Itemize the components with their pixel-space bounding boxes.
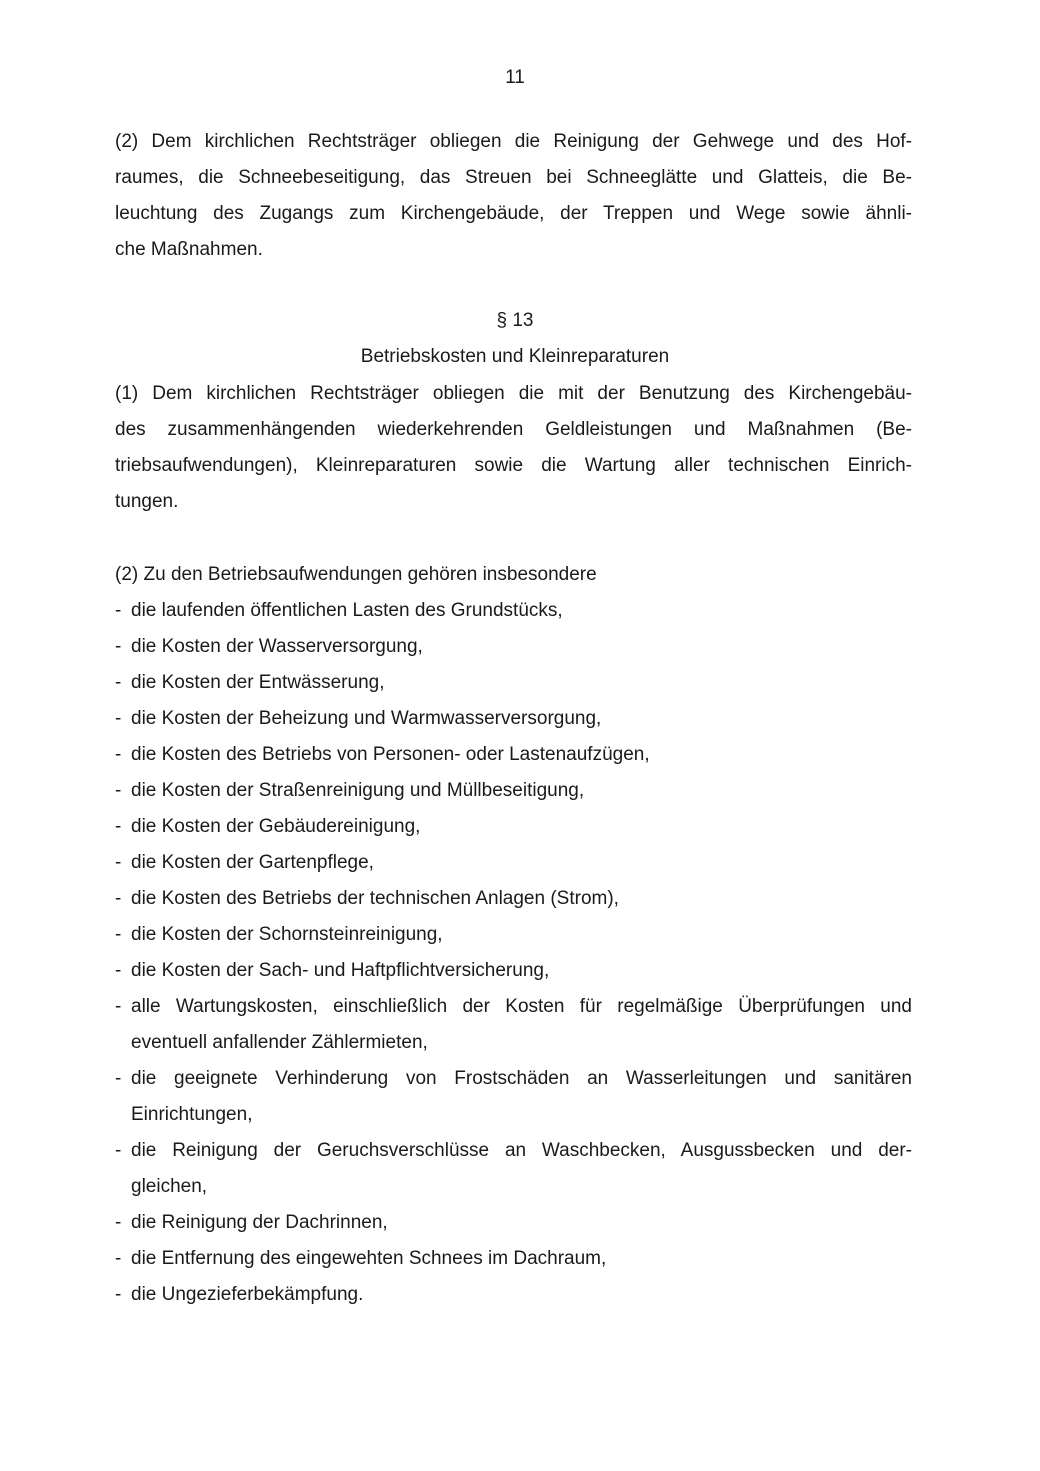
list-item-text bbox=[131, 1061, 912, 1133]
list-item-line: die Reinigung der Dachrinnen, bbox=[131, 1212, 388, 1233]
list-item-text bbox=[131, 809, 912, 845]
paragraph-13-2-intro bbox=[115, 557, 912, 593]
list-dash: - bbox=[115, 780, 122, 801]
list-item-text bbox=[131, 773, 912, 809]
paragraph-line: triebsaufwendungen), Kleinreparaturen sowie die Wartung aller technischen Einrich- bbox=[115, 455, 912, 476]
list-item-text bbox=[131, 989, 912, 1061]
list-item bbox=[115, 1061, 912, 1133]
list-item-text bbox=[131, 665, 912, 701]
list-item-text bbox=[131, 593, 912, 629]
list-dash: - bbox=[115, 1284, 122, 1305]
list-item-line: die Ungezieferbekämpfung. bbox=[131, 1284, 364, 1305]
list-dash: - bbox=[115, 996, 122, 1017]
list-item-text bbox=[131, 737, 912, 773]
list-item-line: die Entfernung des eingewehten Schnees im Dachraum, bbox=[131, 1248, 607, 1269]
list-item-text bbox=[131, 1241, 912, 1277]
list-item-line: die Kosten der Entwässerung, bbox=[131, 672, 385, 693]
list-item bbox=[115, 737, 912, 773]
list-dash: - bbox=[115, 1248, 122, 1269]
list-dash: - bbox=[115, 888, 122, 909]
list-item bbox=[115, 773, 912, 809]
list-item bbox=[115, 701, 912, 737]
list-item-line: die Kosten der Straßenreinigung und Müllbeseitigung, bbox=[131, 780, 585, 801]
paragraph-13-1 bbox=[115, 376, 912, 520]
paragraph-line: tungen. bbox=[115, 491, 179, 512]
list-dash: - bbox=[115, 924, 122, 945]
list-dash: - bbox=[115, 708, 122, 729]
paragraph-line: (1) Dem kirchlichen Rechtsträger obliegen die mit der Benutzung des Kirchengebäu- bbox=[115, 383, 912, 404]
list-item-line: die Kosten der Gebäudereinigung, bbox=[131, 816, 421, 837]
list-dash: - bbox=[115, 960, 122, 981]
list-dash: - bbox=[115, 816, 122, 837]
list-item-line: die Kosten der Sach- und Haftpflichtversicherung, bbox=[131, 960, 550, 981]
list-item bbox=[115, 917, 912, 953]
list-item-text bbox=[131, 845, 912, 881]
paragraph-line: che Maßnahmen. bbox=[115, 239, 263, 260]
list-dash: - bbox=[115, 600, 122, 621]
list-dash: - bbox=[115, 1068, 122, 1089]
list-item-line: die Kosten der Gartenpflege, bbox=[131, 852, 374, 873]
list-item-text bbox=[131, 917, 912, 953]
list-item-text bbox=[131, 881, 912, 917]
section-number: § 13 bbox=[496, 310, 534, 331]
list-dash: - bbox=[115, 636, 122, 657]
list-item-line: gleichen, bbox=[131, 1176, 208, 1197]
list-dash: - bbox=[115, 852, 122, 873]
paragraph-line: raumes, die Schneebeseitigung, das Streuen bei Schneeglätte und Glatteis, die Be- bbox=[115, 167, 912, 188]
list-item bbox=[115, 953, 912, 989]
list-item-text bbox=[131, 953, 912, 989]
list-item-line: Einrichtungen, bbox=[131, 1104, 253, 1125]
list-item-line: die geeignete Verhinderung von Frostschäden an Wasserleitungen und sanitären bbox=[131, 1068, 912, 1089]
page-number: 11 bbox=[505, 67, 525, 88]
list-item bbox=[115, 665, 912, 701]
list-item-text bbox=[131, 629, 912, 665]
list-dash: - bbox=[115, 1140, 122, 1161]
list-item-text bbox=[131, 1277, 912, 1313]
list-item-text bbox=[131, 1205, 912, 1241]
list-item-line: die Kosten des Betriebs von Personen- oder Lastenaufzügen, bbox=[131, 744, 650, 765]
list-item-line: eventuell anfallender Zählermieten, bbox=[131, 1032, 428, 1053]
paragraph-line: (2) Zu den Betriebsaufwendungen gehören insbesondere bbox=[115, 564, 597, 585]
paragraph-12-2 bbox=[115, 124, 912, 268]
list-item-line: die laufenden öffentlichen Lasten des Grundstücks, bbox=[131, 600, 563, 621]
list-item bbox=[115, 881, 912, 917]
list-item bbox=[115, 845, 912, 881]
list-item-line: die Kosten der Wasserversorgung, bbox=[131, 636, 423, 657]
list-item bbox=[115, 989, 912, 1061]
paragraph-line: (2) Dem kirchlichen Rechtsträger obliegen die Reinigung der Gehwege und des Hof- bbox=[115, 131, 912, 152]
section-title: Betriebskosten und Kleinreparaturen bbox=[360, 346, 670, 367]
list-item bbox=[115, 593, 912, 629]
list-dash: - bbox=[115, 672, 122, 693]
list-dash: - bbox=[115, 1212, 122, 1233]
list-item-line: alle Wartungskosten, einschließlich der Kosten für regelmäßige Überprüfungen und bbox=[131, 996, 912, 1017]
list-item-line: die Kosten des Betriebs der technischen Anlagen (Strom), bbox=[131, 888, 619, 909]
paragraph-line: des zusammenhängenden wiederkehrenden Geldleistungen und Maßnahmen (Be- bbox=[115, 419, 912, 440]
paragraph-line: leuchtung des Zugangs zum Kirchengebäude, der Treppen und Wege sowie ähnli- bbox=[115, 203, 912, 224]
list-item-line: die Kosten der Schornsteinreinigung, bbox=[131, 924, 443, 945]
list-item bbox=[115, 1205, 912, 1241]
list-item bbox=[115, 809, 912, 845]
list-item-text bbox=[131, 1133, 912, 1205]
list-item bbox=[115, 1277, 912, 1313]
list-item-text bbox=[131, 701, 912, 737]
list-dash: - bbox=[115, 744, 122, 765]
list-item-line: die Reinigung der Geruchsverschlüsse an Waschbecken, Ausgussbecken und der- bbox=[131, 1140, 912, 1161]
list-item bbox=[115, 1133, 912, 1205]
list-item bbox=[115, 1241, 912, 1277]
list-item-line: die Kosten der Beheizung und Warmwasserversorgung, bbox=[131, 708, 602, 729]
list-item bbox=[115, 629, 912, 665]
operating-costs-list bbox=[115, 593, 912, 1313]
